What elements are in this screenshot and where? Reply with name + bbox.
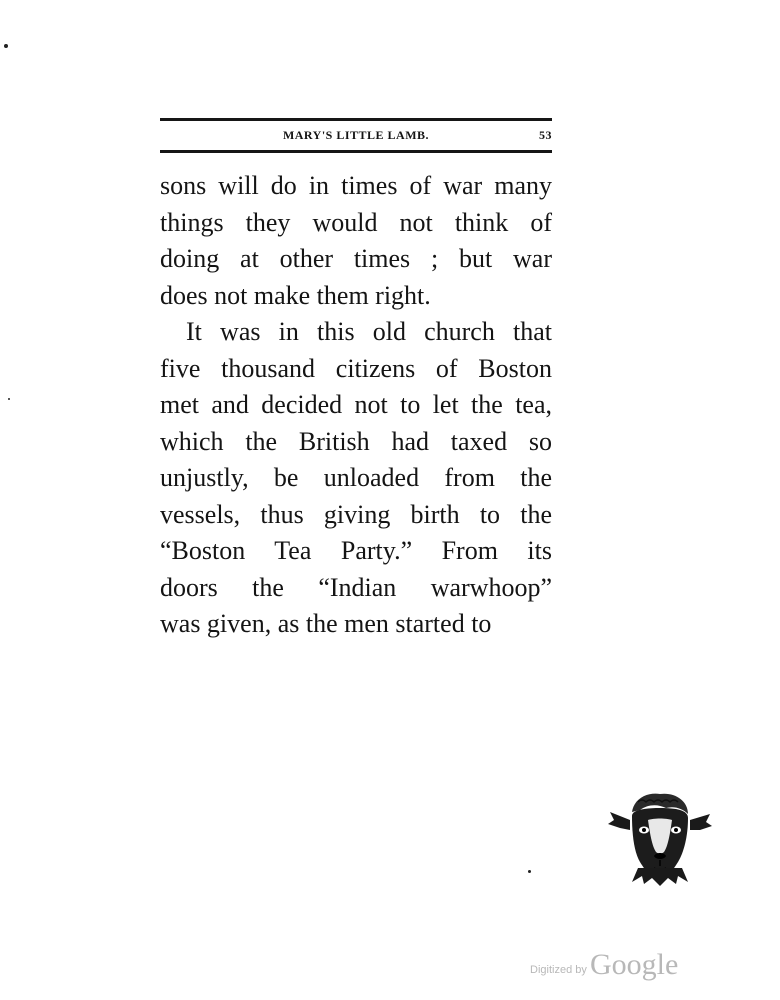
page-number: 53: [539, 128, 552, 142]
text-line: It was in this old church that: [186, 317, 552, 346]
text-line: met and decided not to let the tea,: [160, 390, 552, 419]
text-line: doing at other times ; but war: [160, 244, 552, 273]
text-line: was given, as the men started to: [160, 609, 492, 638]
scan-speck: [8, 398, 10, 400]
text-line: which the British had taxed so: [160, 426, 552, 456]
text-line: doors the “Indian warwhoop”: [160, 572, 552, 602]
text-line: “Boston Tea Party.” From its: [160, 536, 552, 565]
lamb-head-icon: [608, 790, 712, 886]
scan-speck: [528, 870, 531, 873]
digitized-by-label: Digitized by: [530, 964, 587, 976]
text-line: five thousand citizens of Boston: [160, 353, 552, 383]
header-rule-bottom: [160, 150, 552, 153]
text-line: things they would not think of: [160, 207, 552, 237]
body-text: [160, 168, 552, 643]
text-line: vessels, thus giving birth to the: [160, 499, 552, 529]
running-title: MARY'S LITTLE LAMB.: [282, 128, 430, 142]
scan-speck: [4, 44, 8, 48]
text-line: does not make them right.: [160, 280, 431, 310]
text-line: unjustly, be unloaded from the: [160, 463, 552, 492]
text-line: sons will do in times of war many: [160, 171, 552, 200]
google-logo: Google: [590, 948, 679, 981]
running-head: [160, 128, 552, 146]
header-rule-top: [160, 118, 552, 121]
digitized-watermark: [530, 950, 750, 986]
